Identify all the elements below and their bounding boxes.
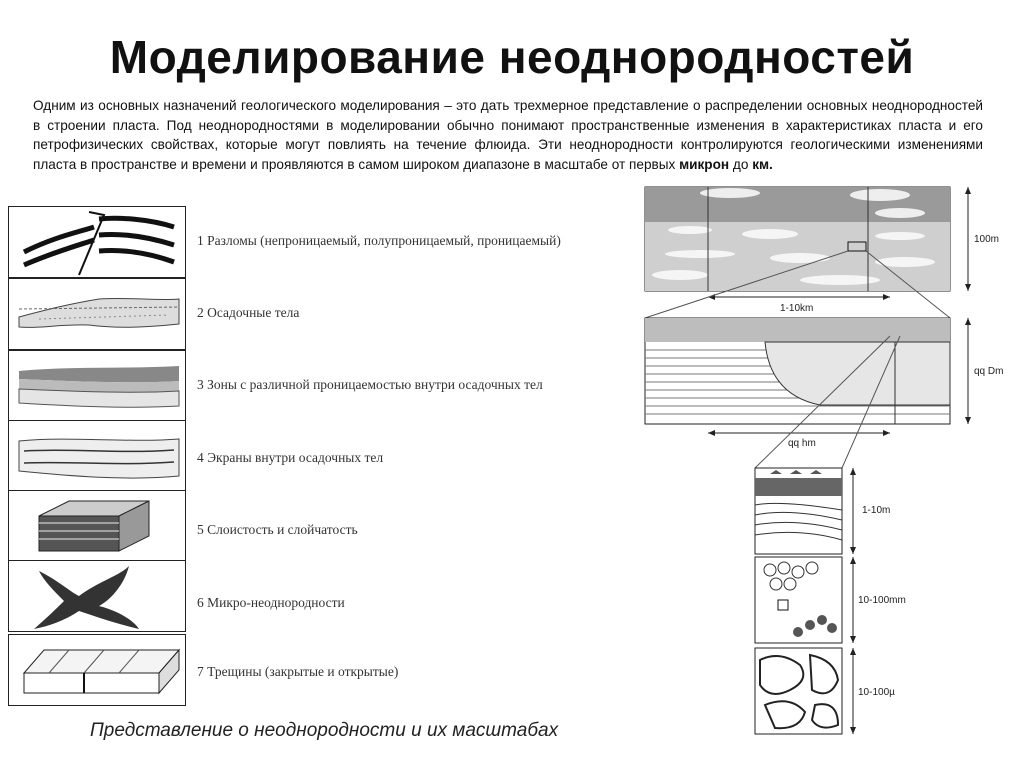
scale-label-10-100micron: 10-100µ (858, 687, 895, 698)
heterogeneity-label-2: 2 Осадочные тела (197, 305, 300, 320)
interwell-scale-block (645, 318, 950, 424)
scale-label-qq-hm: qq hm (788, 438, 816, 449)
intro-bold-km: км. (752, 156, 773, 172)
bedding-scale-block (755, 468, 842, 554)
page-title: Моделирование неоднородностей (109, 31, 915, 83)
intro-text: Одним из основных назначений геологического моделирования – это дать трехмерное представление о распределении основных неоднородностей в строении пласта. Под неоднородностями в моделировании обычно понимают пространственные изменения в характеристиках пласта и его петрофизических свойствах, которые могут повлиять на течение флюида. Эти неоднородности контролируются геологическими изменениями пласта в пространстве и времени и проявляются в самом широком диапазоне в масштабе от первых (33, 98, 983, 172)
grain-scale-block (755, 557, 842, 643)
heterogeneity-label-5: 5 Слоистость и слойчатость (197, 522, 358, 537)
pore-scale-block (755, 648, 842, 734)
reservoir-scale-block (645, 187, 950, 291)
scale-label-100m: 100m (974, 234, 1000, 245)
scale-label-1-10km: 1-10km (780, 303, 814, 314)
heterogeneity-label-1: 1 Разломы (непроницаемый, полупроницаемый, проницаемый) (197, 233, 561, 248)
figure-caption: Представление о неоднородности и их масштабах (90, 720, 559, 741)
heterogeneity-label-7: 7 Трещины (закрытые и открытые) (197, 664, 399, 679)
heterogeneity-label-4: 4 Экраны внутри осадочных тел (197, 450, 384, 465)
intro-bold-micron: микрон (679, 156, 730, 172)
heterogeneity-label-3: 3 Зоны с различной проницаемостью внутри осадочных тел (197, 377, 543, 392)
scale-label-10-100mm: 10-100mm (858, 595, 906, 606)
scale-label-qq-dm: qq Dm (974, 366, 1004, 377)
intro-middle: до (729, 156, 753, 172)
scale-label-1-10m: 1-10m (862, 505, 891, 516)
heterogeneity-label-6: 6 Микро-неоднородности (197, 595, 345, 610)
